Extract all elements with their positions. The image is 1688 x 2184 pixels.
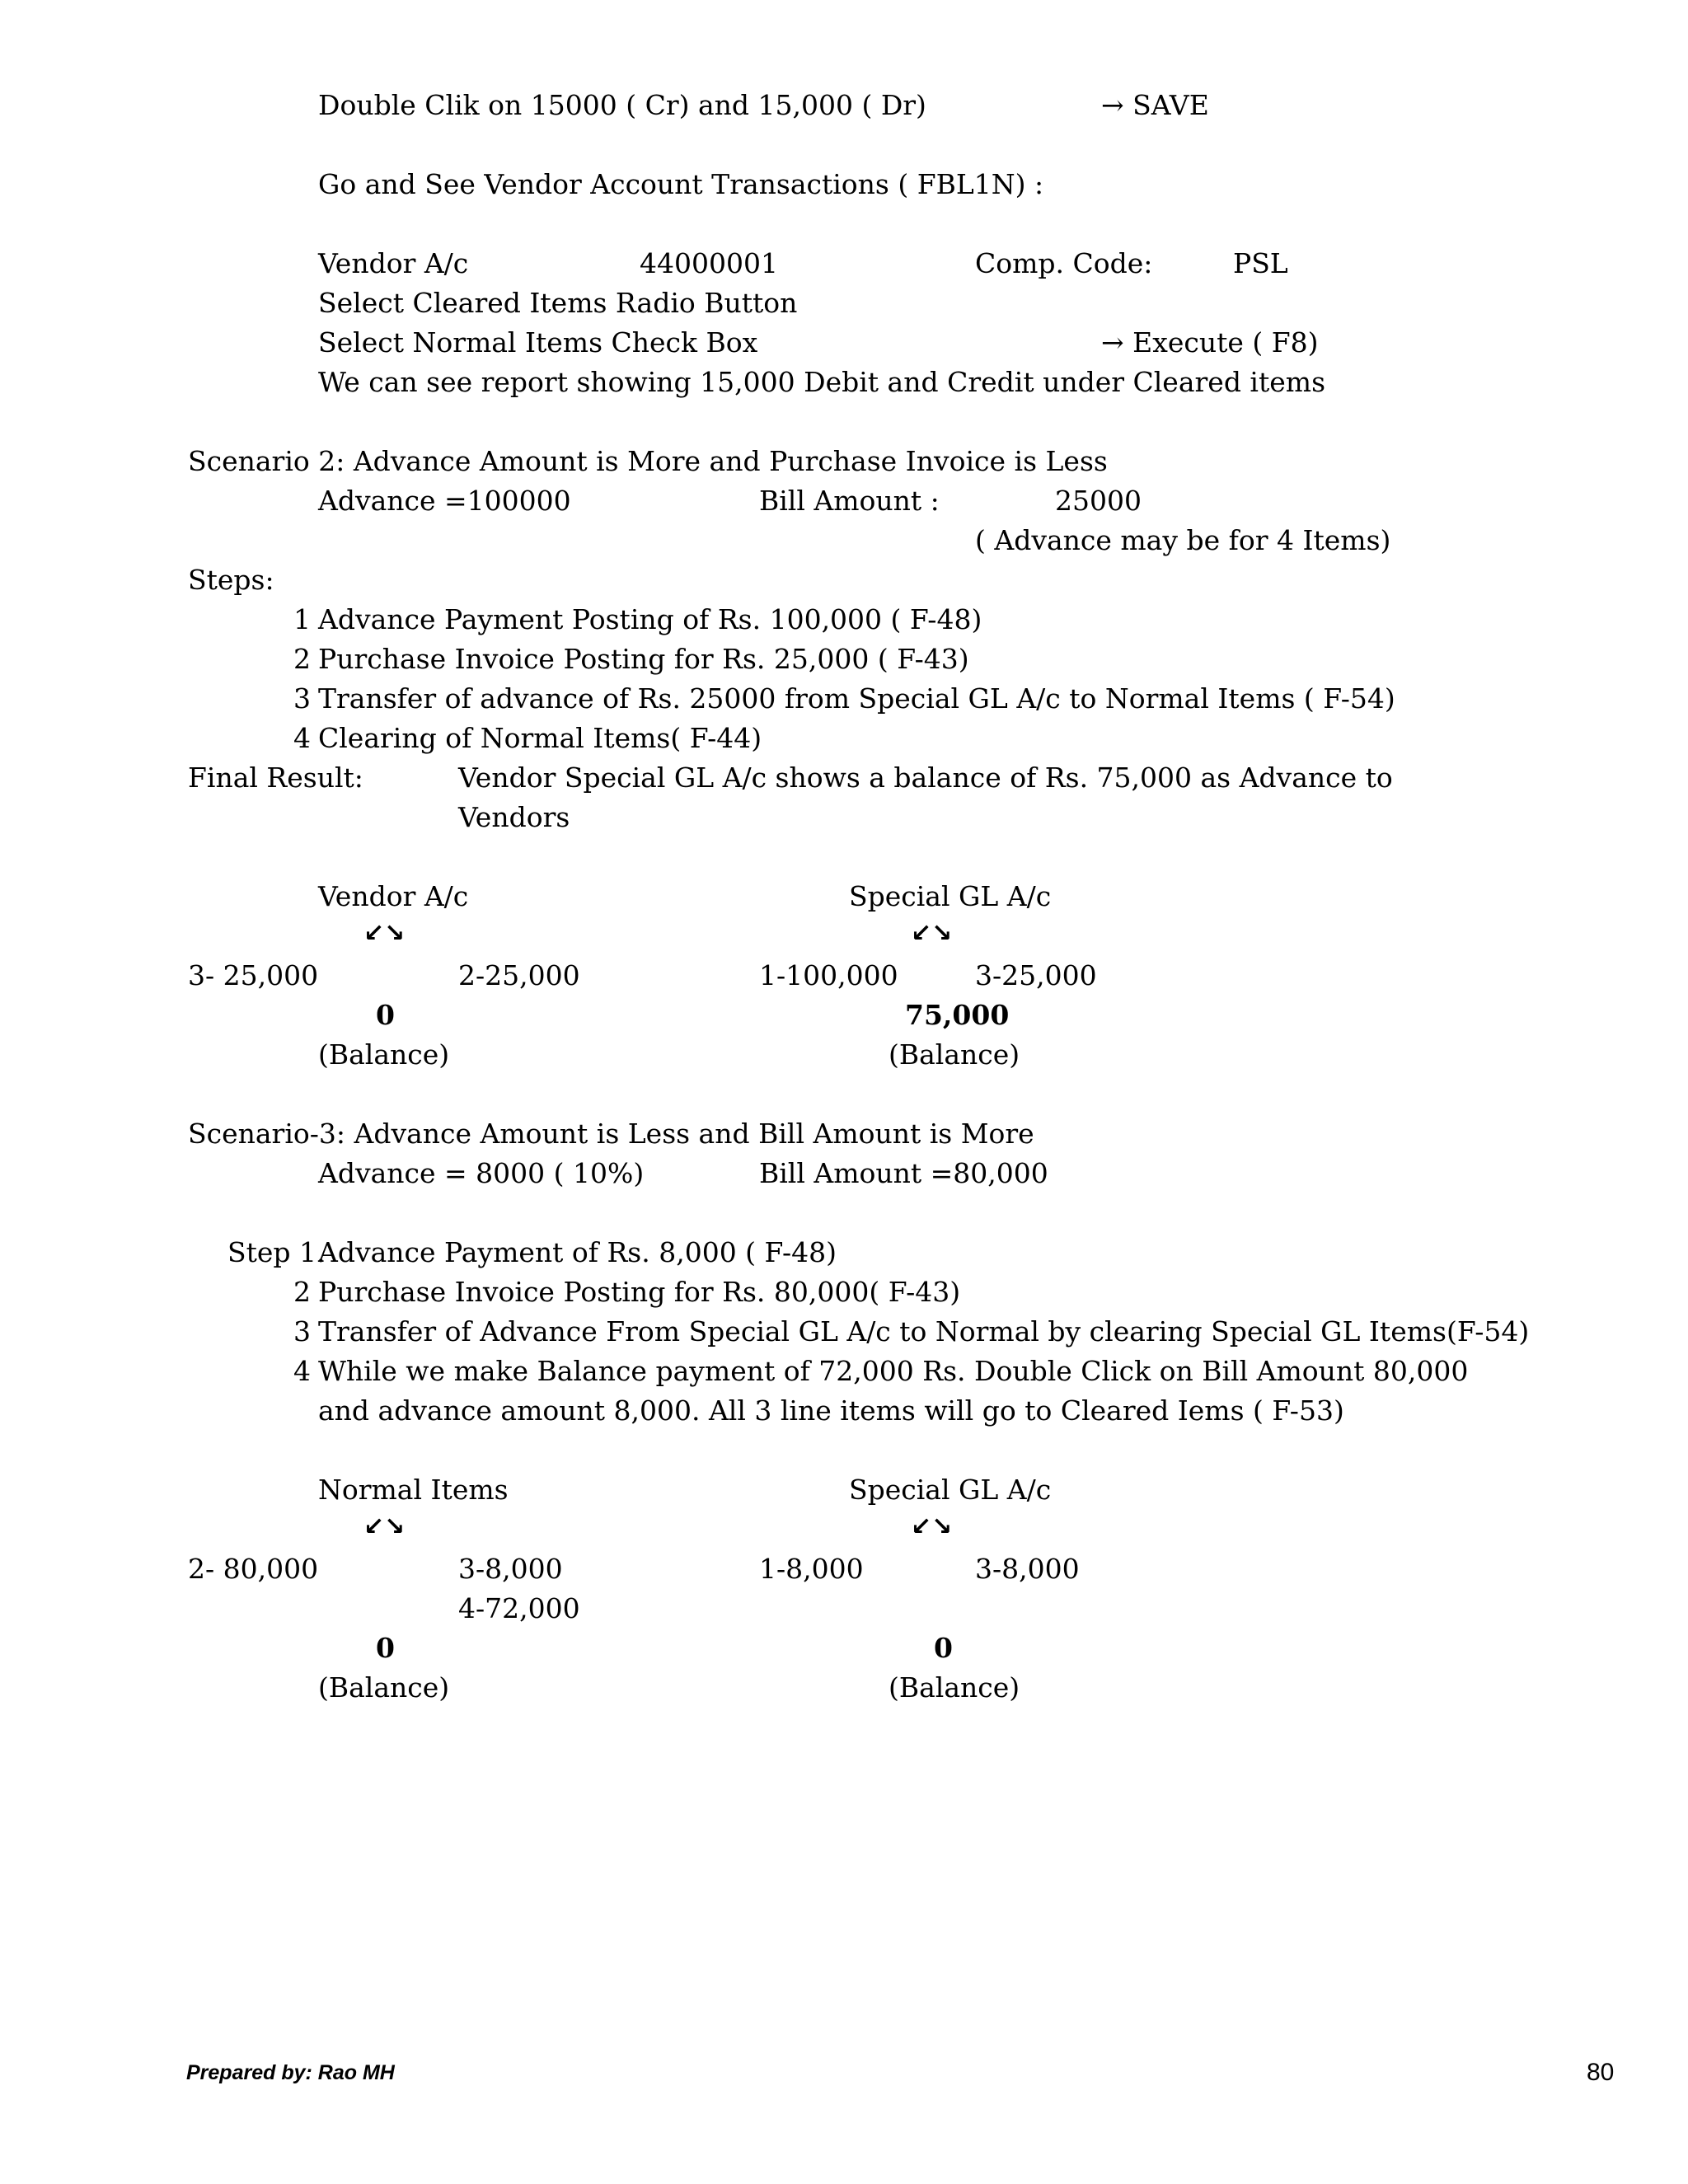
t-account-title: Vendor A/c	[318, 880, 469, 912]
comp-code-value: PSL	[1233, 247, 1288, 279]
final-result-label: Final Result:	[188, 762, 363, 794]
step-text: Transfer of advance of Rs. 25000 from Special GL A/c to Normal Items ( F-54)	[318, 682, 1395, 715]
t-account-debit: 1-100,000	[759, 959, 898, 991]
step-text-cont: and advance amount 8,000. All 3 line items will go to Cleared Iems ( F-53)	[318, 1394, 1344, 1427]
normal-items-instruction: Select Normal Items Check Box	[318, 326, 758, 359]
final-result-text: Vendor Special GL A/c shows a balance of Rs. 75,000 as Advance to	[458, 762, 1393, 794]
t-account-balance-label: (Balance)	[889, 1671, 1020, 1704]
prepared-by: Prepared by: Rao MH	[186, 2061, 395, 2084]
step-text: While we make Balance payment of 72,000 Rs. Double Click on Bill Amount 80,000	[318, 1355, 1469, 1387]
step-number: 3	[293, 1315, 311, 1347]
step-number: 2	[293, 1276, 311, 1308]
t-account-debit: 1-8,000	[759, 1553, 864, 1585]
fbl1n-instruction: Go and See Vendor Account Transactions ( FBL1N) :	[318, 168, 1044, 200]
t-account-balance: 0	[376, 999, 395, 1031]
steps-label: Steps:	[188, 564, 274, 596]
step-text: Purchase Invoice Posting for Rs. 25,000 ( F-43)	[318, 643, 969, 675]
t-account-balance-label: (Balance)	[318, 1038, 450, 1071]
t-account-balance-label: (Balance)	[889, 1038, 1020, 1071]
step-text: Transfer of Advance From Special GL A/c to Normal by clearing Special GL Items(F-54)	[318, 1315, 1530, 1347]
scenario2-title: Scenario 2: Advance Amount is More and Purchase Invoice is Less	[188, 445, 1108, 477]
t-account-credit: 3-8,000	[975, 1553, 1080, 1585]
t-account-credit: 4-72,000	[458, 1592, 580, 1624]
step-text: Advance Payment of Rs. 8,000 ( F-48)	[318, 1236, 837, 1268]
scenario3-advance: Advance = 8000 ( 10%)	[318, 1157, 645, 1189]
split-arrows-icon: ↙↘	[363, 1512, 406, 1541]
vendor-number: 44000001	[640, 247, 778, 279]
execute-instruction: → Execute ( F8)	[1101, 326, 1319, 359]
step-text: Clearing of Normal Items( F-44)	[318, 722, 762, 754]
split-arrows-icon: ↙↘	[363, 919, 406, 948]
t-account-credit: 2-25,000	[458, 959, 580, 991]
step-text: Purchase Invoice Posting for Rs. 80,000( F-43)	[318, 1276, 961, 1308]
step-number: 1	[293, 603, 311, 635]
final-result-text-cont: Vendors	[458, 801, 570, 833]
t-account-balance: 0	[934, 1632, 953, 1664]
step-number: 4	[293, 722, 311, 754]
t-account-credit: 3-8,000	[458, 1553, 563, 1585]
t-account-credit: 3-25,000	[975, 959, 1097, 991]
save-instruction: → SAVE	[1101, 89, 1209, 121]
t-account-balance: 75,000	[905, 999, 1010, 1031]
scenario3-bill: Bill Amount =80,000	[759, 1157, 1048, 1189]
step-number: 4	[293, 1355, 311, 1387]
t-account-debit: 2- 80,000	[188, 1553, 319, 1585]
comp-code-label: Comp. Code:	[975, 247, 1153, 279]
scenario2-bill-label: Bill Amount :	[759, 485, 940, 517]
page-number: 80	[1587, 2059, 1615, 2086]
step-number: 2	[293, 643, 311, 675]
t-account-balance-label: (Balance)	[318, 1671, 450, 1704]
split-arrows-icon: ↙↘	[911, 1512, 953, 1541]
intro-line: Double Clik on 15000 ( Cr) and 15,000 ( Dr)	[318, 89, 926, 121]
scenario2-advance: Advance =100000	[318, 485, 571, 517]
t-account-balance: 0	[376, 1632, 395, 1664]
step-text: Advance Payment Posting of Rs. 100,000 ( F-48)	[318, 603, 982, 635]
step-number: 3	[293, 682, 311, 715]
scenario2-bill-value: 25000	[1055, 485, 1142, 517]
report-note: We can see report showing 15,000 Debit and Credit under Cleared items	[318, 366, 1325, 398]
cleared-items-instruction: Select Cleared Items Radio Button	[318, 287, 798, 319]
vendor-label: Vendor A/c	[318, 247, 469, 279]
t-account-title: Normal Items	[318, 1474, 509, 1506]
t-account-title: Special GL A/c	[849, 880, 1052, 912]
step-number: Step 1.	[227, 1236, 326, 1268]
scenario2-note: ( Advance may be for 4 Items)	[975, 524, 1391, 556]
split-arrows-icon: ↙↘	[911, 919, 953, 948]
t-account-debit: 3- 25,000	[188, 959, 319, 991]
t-account-title: Special GL A/c	[849, 1474, 1052, 1506]
scenario3-title: Scenario-3: Advance Amount is Less and Bill Amount is More	[188, 1118, 1034, 1150]
